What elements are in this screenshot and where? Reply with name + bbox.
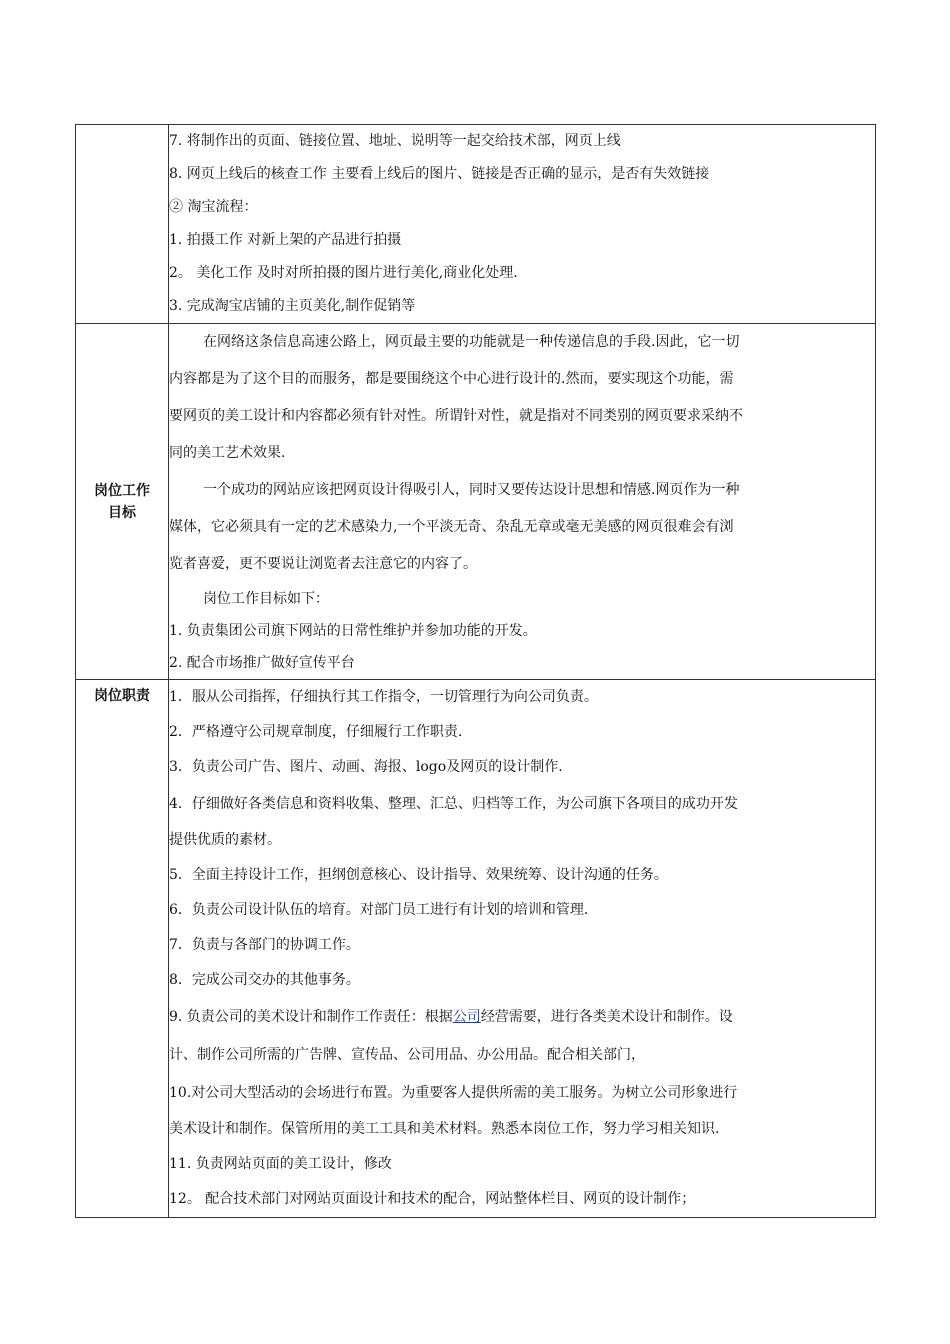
list-item: 8．完成公司交办的其他事务。 bbox=[169, 972, 360, 988]
label-line: 目标 bbox=[108, 504, 136, 521]
list-item: 6．负责公司设计队伍的培育。对部门员工进行有计划的培训和管理. bbox=[169, 902, 589, 918]
table-row bbox=[76, 324, 876, 680]
table-row bbox=[76, 680, 876, 1218]
list-item: 8. 网页上线后的核查工作 主要看上线后的图片、链接是否正确的显示，是否有失效链接 bbox=[169, 166, 710, 182]
paragraph-line: 一个成功的网站应该把网页设计得吸引人，同时又要传达设计思想和情感.网页作为一种 bbox=[203, 482, 740, 498]
label-line: 岗位工作 bbox=[94, 482, 150, 499]
job-description-table bbox=[75, 124, 876, 1218]
list-item: 2. 配合市场推广做好宣传平台 bbox=[169, 655, 355, 671]
list-item: 2。 美化工作 及时对所拍摄的图片进行美化,商业化处理. bbox=[169, 265, 518, 281]
list-item: 12。 配合技术部门对网站页面设计和技术的配合，网站整体栏目、网页的设计制作； bbox=[169, 1191, 696, 1207]
list-item: 2．严格遵守公司规章制度，仔细履行工作职责. bbox=[169, 724, 463, 740]
list-item: 11. 负责网站页面的美工设计，修改 bbox=[169, 1156, 392, 1172]
list-item: 1. 负责集团公司旗下网站的日常性维护并参加功能的开发。 bbox=[169, 623, 537, 639]
responsibilities-cell bbox=[169, 680, 876, 1218]
list-item: 1. 拍摄工作 对新上架的产品进行拍摄 bbox=[169, 232, 402, 248]
list-item: 5．全面主持设计工作，担纲创意核心、设计指导、效果统筹、设计沟通的任务。 bbox=[169, 867, 668, 883]
row-label-responsibilities: 岗位职责 bbox=[76, 680, 169, 1218]
table-row bbox=[76, 125, 876, 324]
paragraph-line: 览者喜爱，更不要说让浏览者去注意它的内容了。 bbox=[169, 556, 477, 572]
row-label-job-goals bbox=[76, 324, 169, 680]
paragraph-line: 要网页的美工设计和内容都必须有针对性。所谓针对性，就是指对不同类别的网页要求采纳不 bbox=[169, 408, 743, 424]
list-item: 7．负责与各部门的协调工作。 bbox=[169, 937, 360, 953]
workflow-cell bbox=[169, 125, 876, 324]
list-item: 提供优质的素材。 bbox=[169, 832, 281, 848]
company-link[interactable]: 公司 bbox=[452, 1009, 481, 1025]
paragraph-line: 同的美工艺术效果. bbox=[169, 445, 286, 461]
paragraph-line: 内容都是为了这个目的而服务，都是要围绕这个中心进行设计的.然而，要实现这个功能，需 bbox=[169, 371, 734, 387]
list-item: 计、制作公司所需的广告牌、宣传品、公司用品、办公用品。配合相关部门， bbox=[169, 1047, 645, 1063]
job-goals-cell bbox=[169, 324, 876, 680]
list-item: 3. 完成淘宝店铺的主页美化,制作促销等 bbox=[169, 298, 416, 314]
list-item: 1．服从公司指挥，仔细执行其工作指令，一切管理行为向公司负责。 bbox=[169, 689, 598, 705]
row-label-empty bbox=[76, 125, 169, 324]
list-item: 10.对公司大型活动的会场进行布置。为重要客人提供所需的美工服务。为树立公司形象进行 bbox=[169, 1085, 738, 1101]
list-item: 美术设计和制作。保管所用的美工工具和美术材料。熟悉本岗位工作，努力学习相关知识. bbox=[169, 1121, 720, 1137]
list-item bbox=[169, 998, 875, 1036]
paragraph-line: 媒体，它必须具有一定的艺术感染力,一个平淡无奇、杂乱无章或毫无美感的网页很难会有浏 bbox=[169, 519, 734, 535]
list-item: 4．仔细做好各类信息和资料收集、整理、汇总、归档等工作，为公司旗下各项目的成功开发 bbox=[169, 796, 738, 812]
paragraph-line: 在网络这条信息高速公路上，网页最主要的功能就是一种传递信息的手段.因此，它一切 bbox=[203, 334, 740, 350]
list-item-text: 9. 负责公司的美术设计和制作工作责任：根据 bbox=[169, 1009, 453, 1025]
paragraph-line: 岗位工作目标如下： bbox=[203, 591, 329, 607]
list-item: 3．负责公司广告、图片、动画、海报、logo及网页的设计制作. bbox=[169, 759, 563, 775]
section-heading: ② 淘宝流程： bbox=[169, 199, 258, 215]
list-item: 7. 将制作出的页面、链接位置、地址、说明等一起交给技术部，网页上线 bbox=[169, 133, 621, 149]
list-item-text: 经营需要，进行各类美术设计和制作。设 bbox=[480, 1009, 733, 1025]
